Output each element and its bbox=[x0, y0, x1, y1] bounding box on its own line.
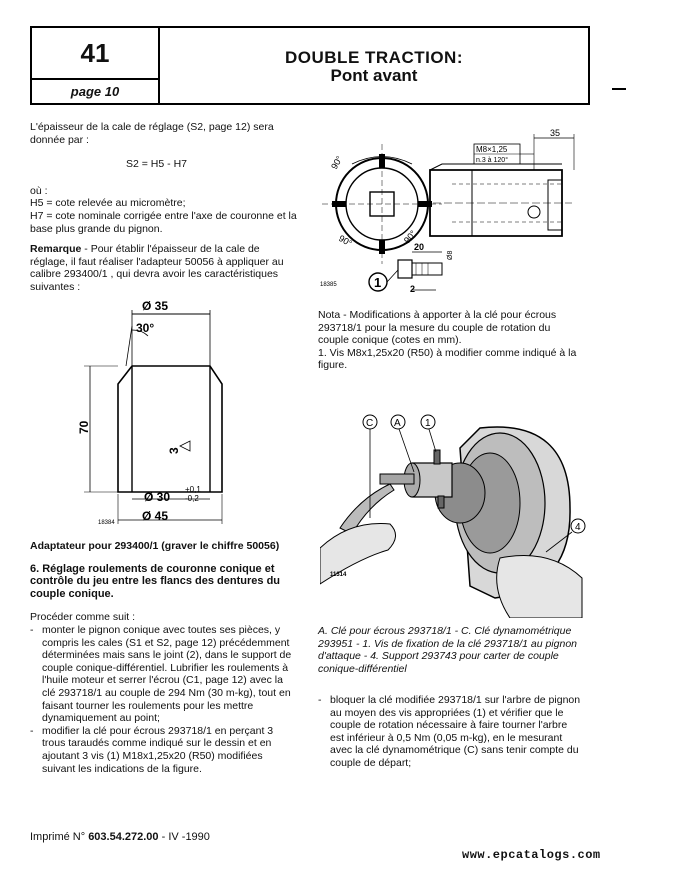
deg90-c: 90° bbox=[401, 228, 419, 246]
dim-tol-plus: +0,1 bbox=[185, 485, 201, 494]
nota-block bbox=[318, 309, 584, 372]
list-item: - modifier la clé pour écrous 293718/1 en perçant 3 trous taraudés comme indiqué sur le dessin et en ajoutant 3 vis (1) M18x1,25x20 (R50) modifiées suivant les indications de la figure. bbox=[30, 725, 295, 775]
section-6-title: 6. Réglage roulements de couronne conique et contrôle du jeu entre les flancs des dentures du couple conique. bbox=[30, 562, 281, 600]
n3-label: n.3 à 120° bbox=[476, 157, 508, 164]
dim-30-label: Ø 30 bbox=[144, 490, 171, 504]
section-number: 41 bbox=[32, 28, 160, 80]
adapter-caption: Adaptateur pour 293400/1 (graver le chiffre 50056) bbox=[30, 540, 280, 552]
callout-four: 4 bbox=[575, 522, 581, 533]
dim-3-label: 3 bbox=[167, 447, 181, 454]
nota-item: 1. Vis M8x1,25x20 (R50) à modifier comme indiqué à la figure. bbox=[318, 346, 577, 372]
adapter-outline bbox=[118, 366, 222, 492]
dim-70-label: 70 bbox=[77, 420, 91, 434]
watermark-url: www.epcatalogs.com bbox=[462, 848, 601, 862]
right-procedure bbox=[318, 694, 584, 770]
callout-one: 1 bbox=[425, 418, 431, 429]
remarque-text: - Pour établir l'épaisseur de la cale de réglage, il faut réaliser l'adapteur 50056 à appliquer au calibre 293400/1 , qui devra avoir les caractéristiques suivantes : bbox=[30, 243, 284, 293]
h7-definition: H7 = cote nominale corrigée entre l'axe de couronne et la base plus grande du pignon. bbox=[30, 209, 297, 235]
dim-30deg-label: 30° bbox=[136, 321, 155, 335]
list-item: - bloquer la clé modifiée 293718/1 sur l'arbre de pignon au moyen des vis appropriées (1) et vérifier que le couple de rotation nécessaire à faire tourner l'arbre est inférieur à 0,5 Nm (0,05 m-kg), en le mesurant avec la clé dynamométrique (C) sans tenir compte du couple de départ; bbox=[318, 694, 584, 770]
wrench-modification-drawing bbox=[312, 124, 590, 300]
remarque-label: Remarque bbox=[30, 243, 82, 256]
dim-20: 20 bbox=[414, 242, 425, 252]
left-lower bbox=[30, 540, 295, 775]
page-title: DOUBLE TRACTION: bbox=[285, 48, 463, 67]
page-subtitle: Pont avant bbox=[330, 66, 418, 85]
deg90-a: 90° bbox=[329, 154, 345, 171]
h5-definition: H5 = cote relevée au micromètre; bbox=[30, 197, 186, 210]
deg90-b: 90° bbox=[337, 233, 354, 249]
callout-1: 1 bbox=[374, 275, 382, 290]
imprint-number: 603.54.272.00 bbox=[88, 831, 159, 843]
callout-c: C bbox=[366, 418, 374, 429]
dim-45-label: Ø 45 bbox=[142, 509, 169, 523]
footer-imprint bbox=[30, 831, 210, 843]
remarque-paragraph bbox=[30, 243, 300, 293]
dim-35-label: Ø 35 bbox=[142, 299, 169, 313]
nota-text: Nota - Modifications à apporter à la clé pour écrous 293718/1 pour la mesure du couple de rotation du couple conique (cotes en mm). bbox=[318, 309, 557, 347]
fig-id-11314: 11314 bbox=[330, 572, 347, 578]
procedure-list bbox=[30, 624, 295, 775]
formula: S2 = H5 - H7 bbox=[126, 158, 187, 171]
m8-label: M8×1,25 bbox=[476, 145, 508, 154]
imprint-label: Imprimé N° bbox=[30, 831, 86, 843]
imprint-date: - IV -1990 bbox=[161, 831, 210, 843]
adapter-drawing bbox=[70, 296, 270, 528]
ou-label: où : bbox=[30, 184, 48, 197]
dim-8: Ø8 bbox=[447, 250, 454, 260]
callout-a: A bbox=[394, 418, 401, 429]
assembly-caption: A. Clé pour écrous 293718/1 - C. Clé dynamométrique 293951 - 1. Vis de fixation de la clé 293718/1 au pignon d'attaque - 4. Support 293743 pour carter de couple conique-différentiel bbox=[318, 625, 578, 675]
header-box bbox=[30, 26, 590, 105]
assembly-illustration bbox=[320, 408, 586, 618]
page-label: page 10 bbox=[32, 80, 160, 103]
fig-id-18384: 18384 bbox=[98, 520, 115, 526]
dim-35-wrench: 35 bbox=[550, 128, 561, 138]
list-item: - monter le pignon conique avec toutes ses pièces, y compris les cales (S1 et S2, page 12) précédemment déterminées mais sans le joint (2), dans le support de couple conique-différentiel. Lubrifier les roulements à l'huile moteur et serrer l'écrou (C1, page 12) avec la clé 293718/1 au couple de 294 Nm (30 m-kg), tout en faisant tourner les roulements pour les mettre dynamiquement au point; bbox=[30, 624, 295, 725]
dim-tol-minus: -0,2 bbox=[185, 494, 199, 503]
intro-paragraph: L'épaisseur de la cale de réglage (S2, page 12) sera donnée par : bbox=[30, 121, 274, 146]
right-list bbox=[318, 694, 584, 770]
dim-2: 2 bbox=[410, 284, 416, 294]
margin-mark bbox=[612, 88, 626, 90]
fig-id-18385: 18385 bbox=[320, 282, 337, 288]
procedure-label: Procéder comme suit : bbox=[30, 611, 136, 624]
left-intro bbox=[30, 121, 300, 294]
